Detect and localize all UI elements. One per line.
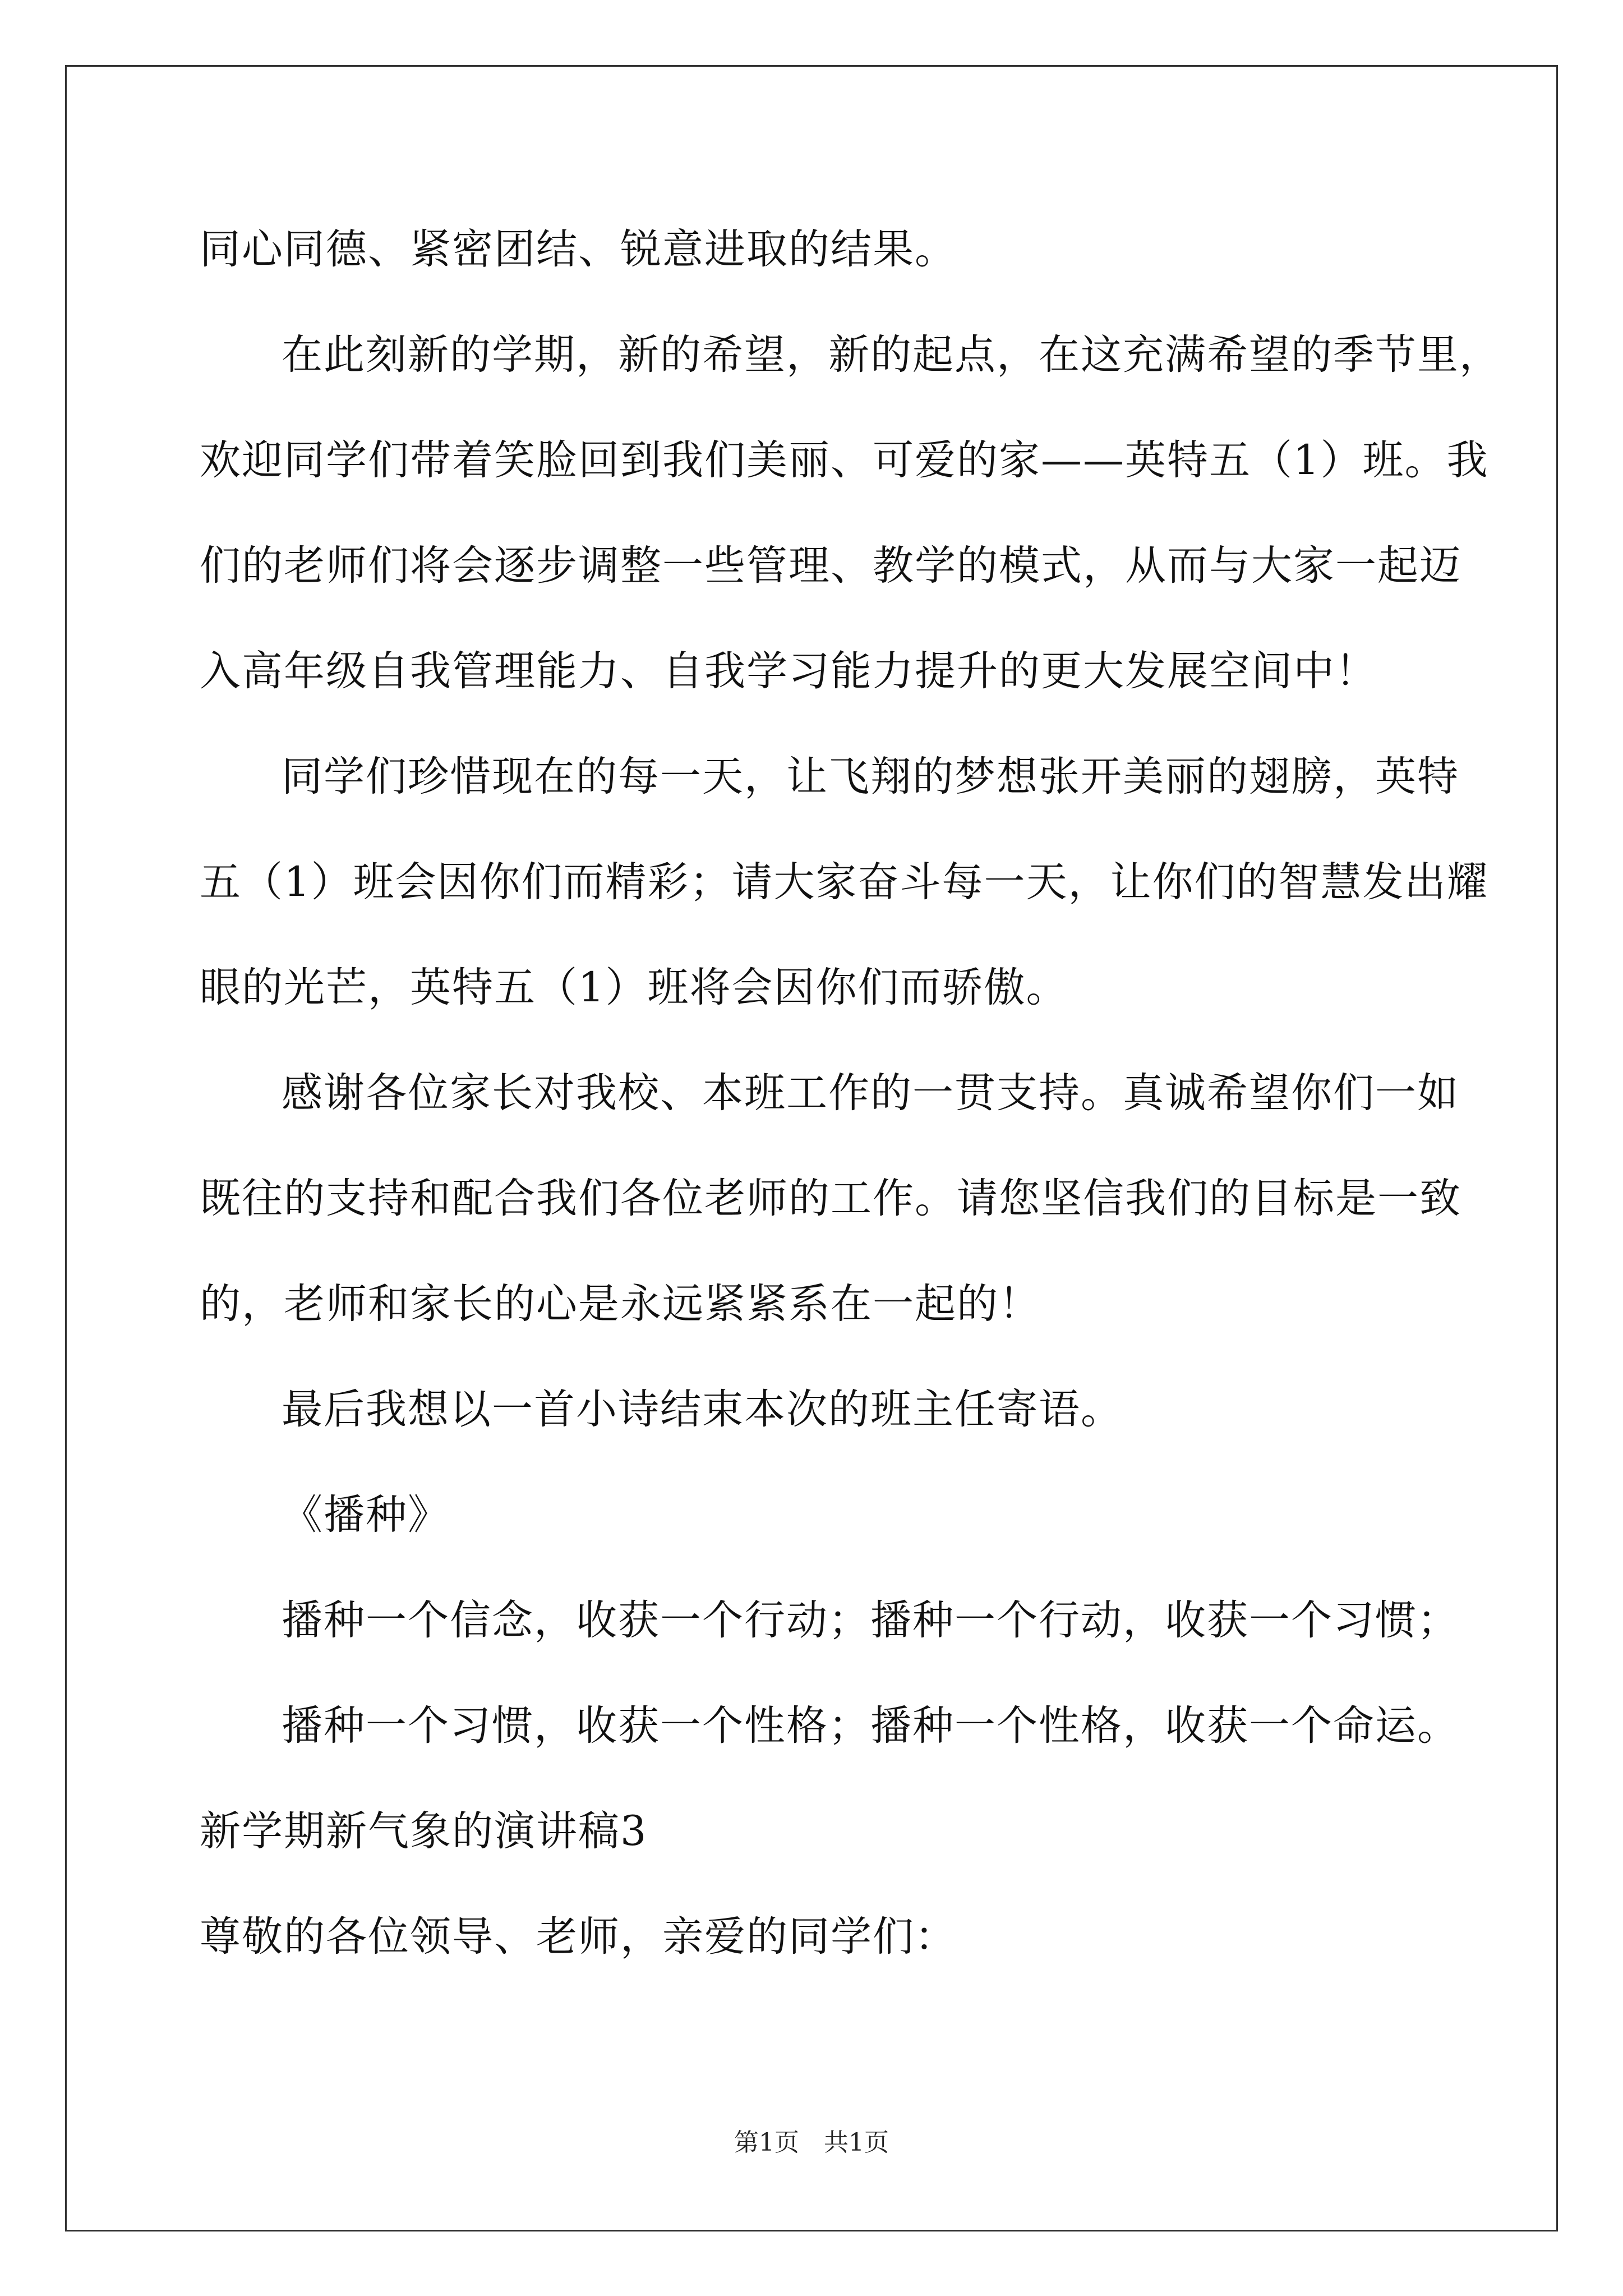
page-frame bbox=[65, 65, 1558, 2231]
text-line: 眼的光芒，英特五（1）班将会因你们而骄傲。 bbox=[200, 964, 1068, 1011]
salutation: 尊敬的各位领导、老师，亲爱的同学们： bbox=[200, 1913, 957, 1961]
text-line: 感谢各位家长对我校、本班工作的一贯支持。真诚希望你们一如 bbox=[282, 1069, 1459, 1117]
text-line: 欢迎同学们带着笑脸回到我们美丽、可爱的家——英特五（1）班。我 bbox=[200, 436, 1489, 484]
text-line: 的，老师和家长的心是永远紧紧系在一起的！ bbox=[200, 1280, 1041, 1328]
text-line: 们的老师们将会逐步调整一些管理、教学的模式，从而与大家一起迈 bbox=[200, 542, 1461, 590]
text-line: 同学们珍惜现在的每一天，让飞翔的梦想张开美丽的翅膀，英特 bbox=[282, 753, 1459, 800]
poem-title: 《播种》 bbox=[282, 1491, 450, 1539]
text-line: 五（1）班会因你们而精彩；请大家奋斗每一天，让你们的智慧发出耀 bbox=[200, 858, 1489, 906]
text-line: 既往的支持和配合我们各位老师的工作。请您坚信我们的目标是一致 bbox=[200, 1175, 1461, 1222]
text-line: 最后我想以一首小诗结束本次的班主任寄语。 bbox=[282, 1386, 1123, 1433]
text-line: 同心同德、紧密团结、锐意进取的结果。 bbox=[200, 226, 957, 273]
text-line: 入高年级自我管理能力、自我学习能力提升的更大发展空间中！ bbox=[200, 647, 1377, 695]
page-footer: 第1页 共1页 bbox=[734, 2128, 889, 2157]
section-heading: 新学期新气象的演讲稿3 bbox=[200, 1807, 648, 1855]
poem-line: 播种一个习惯，收获一个性格；播种一个性格，收获一个命运。 bbox=[282, 1702, 1459, 1750]
text-line: 在此刻新的学期，新的希望，新的起点，在这充满希望的季节里， bbox=[282, 331, 1501, 379]
poem-line: 播种一个信念，收获一个行动；播种一个行动，收获一个习惯； bbox=[282, 1596, 1459, 1644]
